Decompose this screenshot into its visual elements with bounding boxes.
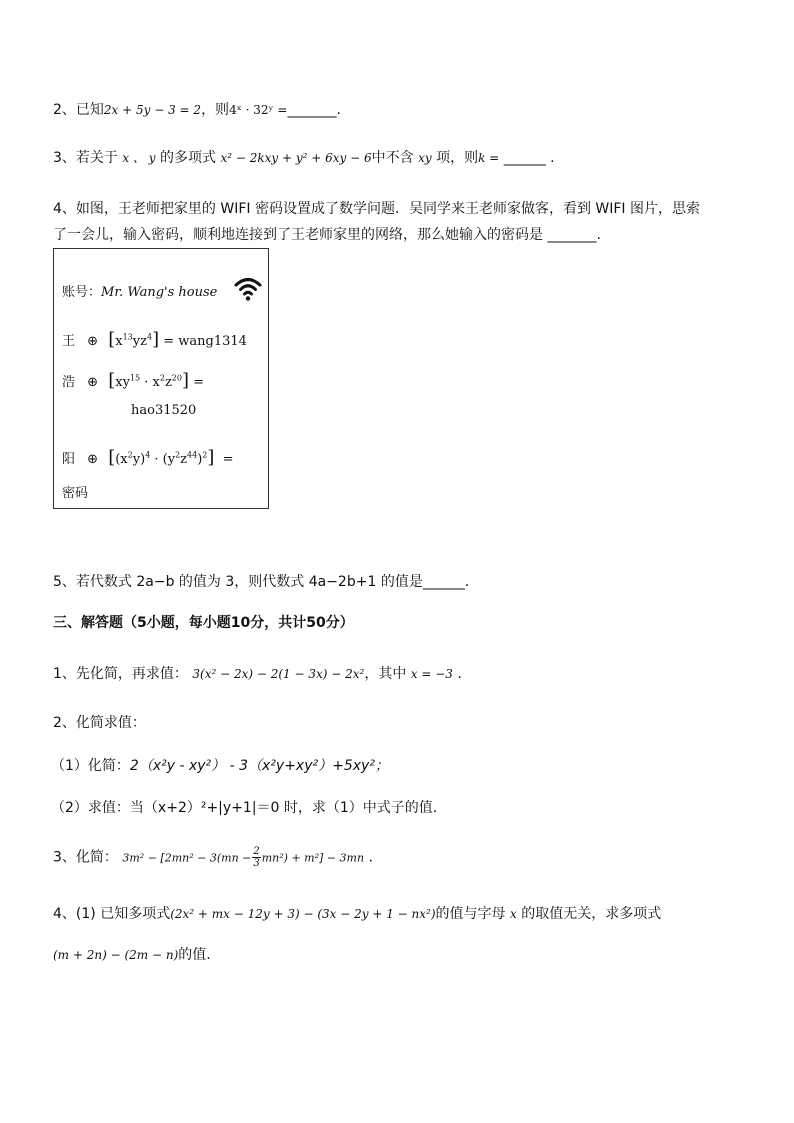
s3-frac-num: 2	[253, 846, 260, 857]
s3-expr-b: mn²) + m²] − 3mn	[261, 851, 365, 865]
s3-frac-den: 3	[253, 858, 260, 869]
q3-mid: 的多项式	[160, 150, 217, 166]
row-wang-result: = wang1314	[163, 334, 247, 349]
q3-mid2: 中不含	[371, 150, 414, 166]
row-hao-op: ⊕	[87, 375, 99, 390]
q3-number: 3、若关于	[53, 150, 118, 166]
question-4-line-2: 了一会儿，输入密码，顺利地连接到了王老师家里的网络，那么她输入的密码是 _______.	[53, 227, 601, 243]
s4-var: x	[509, 907, 517, 921]
q3-end: .	[550, 150, 555, 166]
q3-term: xy	[418, 151, 432, 165]
q3-polynomial: x² − 2kxy + y² + 6xy − 6	[220, 151, 372, 165]
s4-mid: 的值与字母	[435, 906, 506, 922]
account-row	[62, 281, 217, 300]
s3-fraction	[252, 846, 260, 869]
s3-end: .	[368, 849, 373, 866]
s4-mid2: 的取值无关，求多项式	[521, 906, 662, 922]
solve-4-line-2	[53, 945, 211, 965]
row-wang	[62, 329, 247, 350]
row-hao-eq: =	[193, 375, 205, 390]
wifi-icon	[234, 276, 262, 302]
q2-condition: 2x + 5y − 3 = 2	[103, 103, 202, 117]
q2-blank: _______	[287, 102, 337, 118]
account-label: 账号：	[62, 285, 102, 300]
q3-blank: ______	[503, 150, 546, 166]
q2-mid: ，则	[201, 102, 230, 118]
q3-k: k =	[478, 151, 500, 165]
question-3	[53, 148, 555, 168]
s1-condition: x = −3	[410, 667, 453, 681]
row-wang-char: 王	[62, 334, 76, 349]
solve-2-part-2	[51, 798, 447, 818]
solve-2-part-1	[51, 756, 389, 776]
s1-expression: 3(x² − 2x) − 2(1 − 3x) − 2x²	[192, 667, 365, 681]
row-wang-op: ⊕	[87, 334, 99, 349]
wifi-password-card	[53, 248, 269, 509]
solve-1	[53, 664, 462, 684]
s4-label: 4、(1) 已知多项式	[53, 906, 171, 922]
row-yang-char: 阳	[62, 452, 76, 467]
s3-label: 3、化简：	[53, 849, 118, 866]
s1-mid: ，其中	[364, 666, 407, 682]
row-yang-op: ⊕	[87, 452, 99, 467]
row-wang-expr: $[x^{13}yz^4]$	[108, 329, 160, 350]
s3-expr-a: 3m² − [2mn² − 3(mn −	[122, 851, 252, 865]
s4-line2-end: 的值.	[178, 947, 211, 963]
s2-p1-label: （1）化简：	[51, 758, 130, 774]
s1-end: .	[457, 666, 462, 682]
row-hao	[62, 370, 204, 391]
row-hao-result: hao31520	[131, 403, 197, 418]
question-5: 5、若代数式 2a−b 的值为 3，则代数式 4a−2b+1 的值是______．	[53, 574, 479, 590]
row-hao-expr: $[xy^{15} \cdot x^2z^{20}]$	[108, 370, 190, 391]
row-yang-result: 密码	[62, 486, 89, 501]
q2-end: .	[336, 102, 341, 118]
s2-p2-expr: x+2）²+|y+1|＝0 时，求（1）中式子的值．	[157, 800, 447, 816]
s2-p1-expr: 2（x²y - xy²） - 3（x²y+xy²）+5xy²；	[129, 758, 389, 774]
s1-label: 1、先化简，再求值：	[53, 666, 188, 682]
account-value: Mr. Wang's house	[101, 285, 218, 300]
row-yang	[62, 447, 233, 468]
q3-vars: x 、 y	[122, 151, 156, 165]
question-2	[53, 100, 341, 120]
s2-p2-label: （2）求值：当（	[51, 800, 158, 816]
solve-2-label: 2、化简求值：	[53, 715, 146, 731]
row-yang-expr: $[(x^2y)^4 \cdot (y^2z^{44})^2]$	[108, 447, 215, 468]
section-3-title: 三、解答题（5小题，每小题10分，共计50分）	[53, 615, 354, 631]
row-hao-char: 浩	[62, 375, 76, 390]
s4-polynomial: (2x² + mx − 12y + 3) − (3x − 2y + 1 − nx²)	[170, 907, 436, 921]
q2-expression: 4ˣ · 32ʸ =	[229, 103, 288, 117]
q3-mid3: 项，则	[436, 150, 479, 166]
solve-4-line-1	[53, 904, 661, 924]
s4-line2-expr: (m + 2n) − (2m − n)	[53, 948, 179, 962]
q2-number: 2、已知	[53, 102, 104, 118]
row-yang-eq: =	[222, 452, 234, 467]
question-4-line-1: 4、如图，王老师把家里的 WIFI 密码设置成了数学问题．吴同学来王老师家做客，看到 WIFI 图片，思索	[53, 201, 701, 217]
solve-3	[53, 846, 373, 869]
